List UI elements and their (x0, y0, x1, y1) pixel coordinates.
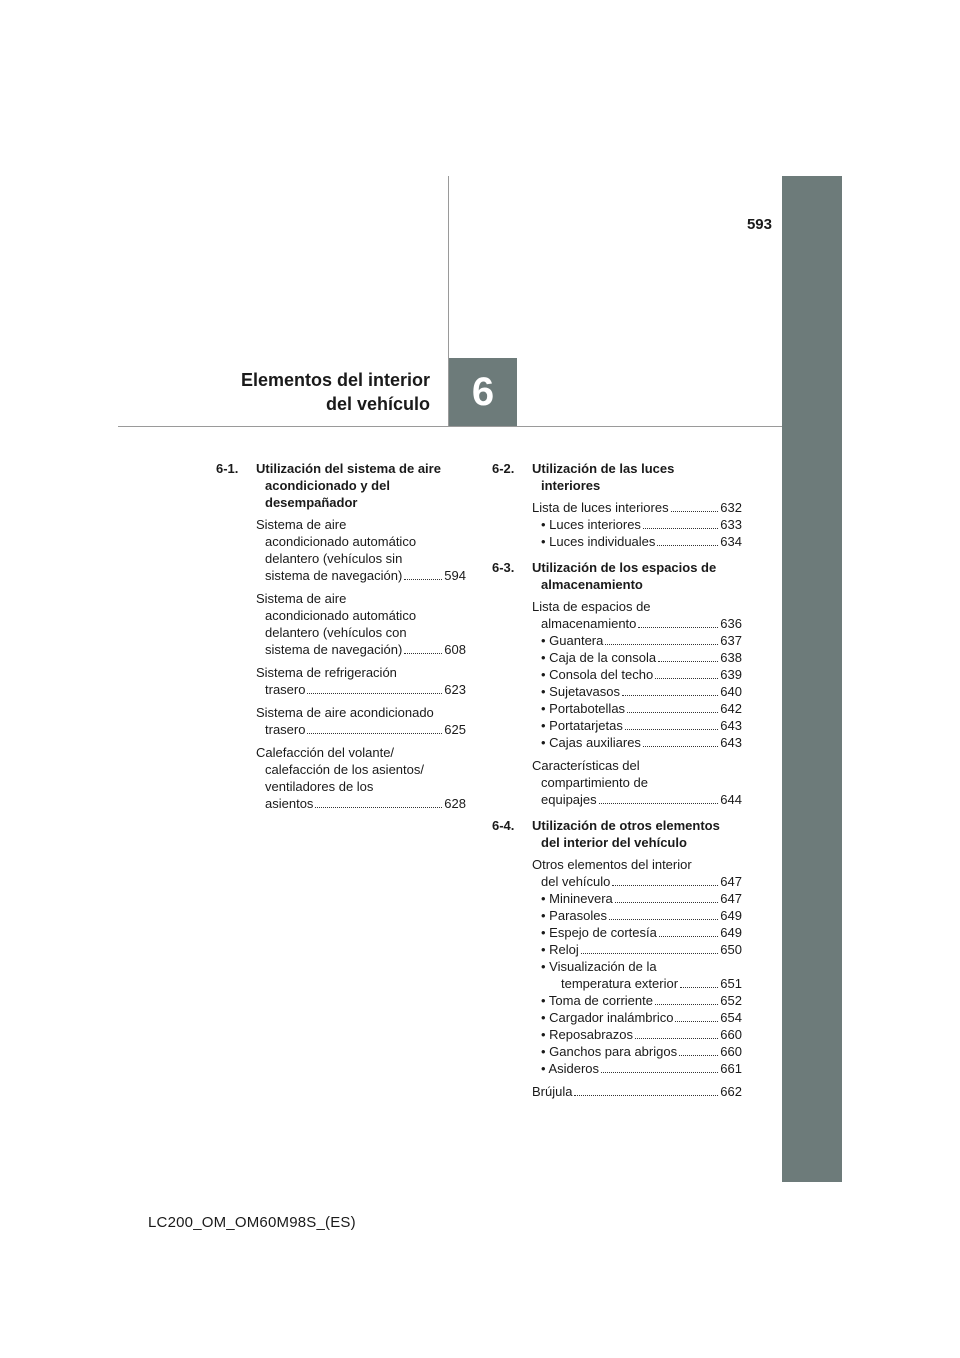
entry-text: • Consola del techo (541, 667, 654, 682)
entry-page: 643 (720, 735, 742, 750)
section-title-line: desempañador (265, 495, 358, 510)
section-title-line: almacenamiento (541, 577, 643, 592)
toc-entry[interactable] (216, 744, 466, 812)
section-title-line: Utilización de otros elementos (532, 818, 720, 833)
toc-subentry[interactable] (532, 907, 742, 924)
entry-text: • Portabotellas (541, 701, 626, 716)
toc-subentry[interactable] (532, 516, 742, 533)
entry-page: 660 (720, 1027, 742, 1042)
entry-text: trasero (265, 682, 306, 697)
entry-text: asientos (265, 796, 314, 811)
toc-subentry[interactable] (532, 924, 742, 941)
entry-text: Lista de luces interiores (532, 500, 669, 515)
toc-section-6-2 (492, 460, 742, 550)
entry-text: compartimiento de (541, 775, 648, 790)
entry-text: calefacción de los asientos/ (265, 762, 424, 777)
section-number: 6-3. (492, 560, 515, 575)
entry-text: Características del (532, 758, 640, 773)
entry-text: Otros elementos del interior (532, 857, 692, 872)
entry-page: 643 (720, 718, 742, 733)
toc-entry[interactable] (492, 1083, 742, 1100)
toc-left-column (216, 460, 466, 821)
entry-text: delantero (vehículos con (265, 625, 407, 640)
entry-text: • Luces individuales (541, 534, 656, 549)
section-title-line: Utilización de las luces (532, 461, 675, 476)
toc-subentry[interactable] (532, 717, 742, 734)
toc-entry[interactable] (216, 516, 466, 584)
toc-entry[interactable] (492, 856, 742, 1077)
entry-page: 649 (720, 925, 742, 940)
entry-page: 608 (444, 642, 466, 657)
entry-text: • Asideros (541, 1061, 600, 1076)
entry-text: trasero (265, 722, 306, 737)
toc-subentry[interactable] (532, 992, 742, 1009)
section-title-line: interiores (541, 478, 601, 493)
toc-entry[interactable] (492, 499, 742, 550)
entry-page: 647 (720, 891, 742, 906)
entry-page: 632 (720, 500, 742, 515)
entry-text: Brújula (532, 1084, 573, 1099)
entry-page: 639 (720, 667, 742, 682)
section-heading[interactable] (492, 460, 742, 494)
section-heading[interactable] (492, 817, 742, 851)
section-heading[interactable] (492, 559, 742, 593)
toc-subentry[interactable] (532, 533, 742, 550)
chapter-number-box (449, 358, 517, 426)
section-title-line: del interior del vehículo (541, 835, 687, 850)
entry-text: temperatura exterior (561, 976, 679, 991)
entry-page: 644 (720, 792, 742, 807)
entry-text: • Guantera (541, 633, 604, 648)
entry-page: 623 (444, 682, 466, 697)
entry-text: Sistema de aire (256, 591, 347, 606)
section-title (532, 460, 742, 494)
entry-text: almacenamiento (541, 616, 637, 631)
entry-text: • Sujetavasos (541, 684, 620, 699)
entry-text: • Espejo de cortesía (541, 925, 657, 940)
entry-page: 649 (720, 908, 742, 923)
entry-text: del vehículo (541, 874, 611, 889)
toc-subentry[interactable] (532, 734, 742, 751)
toc-subentry[interactable] (532, 890, 742, 907)
entry-text: • Toma de corriente (541, 993, 653, 1008)
entry-text: • Ganchos para abrigos (541, 1044, 678, 1059)
chapter-number: 6 (471, 369, 495, 414)
entry-text: • Reloj (541, 942, 579, 957)
section-number: 6-2. (492, 461, 515, 476)
entry-text: • Visualización de la (541, 959, 657, 974)
toc-entry[interactable] (492, 598, 742, 751)
entry-page: 637 (720, 633, 742, 648)
entry-page: 628 (444, 796, 466, 811)
entry-text: sistema de navegación) (265, 642, 403, 657)
entry-page: 594 (444, 568, 466, 583)
entry-text: equipajes (541, 792, 597, 807)
toc-subentry[interactable] (532, 941, 742, 958)
toc-section-6-3 (492, 559, 742, 808)
entry-text: ventiladores de los (265, 779, 374, 794)
toc-entry[interactable] (216, 704, 466, 738)
entry-page: 634 (720, 534, 742, 549)
entry-text: • Reposabrazos (541, 1027, 633, 1042)
toc-right-column (492, 460, 742, 1109)
entry-text: Sistema de refrigeración (256, 665, 397, 680)
toc-section-6-4 (492, 817, 742, 1100)
entry-page: 660 (720, 1044, 742, 1059)
entry-text: • Luces interiores (541, 517, 641, 532)
entry-text: Sistema de aire (256, 517, 347, 532)
entry-page: 650 (720, 942, 742, 957)
entry-text: • Cajas auxiliares (541, 735, 641, 750)
toc-subentry[interactable] (532, 632, 742, 649)
entry-text: acondicionado automático (265, 608, 417, 623)
chapter-title-line-1: Elementos del interior (240, 370, 430, 390)
chapter-title-line-2: del vehículo (325, 394, 430, 414)
entry-text: • Parasoles (541, 908, 607, 923)
horizontal-divider (118, 426, 782, 427)
toc-subentry[interactable] (532, 1060, 742, 1077)
toc-subentry[interactable] (532, 1026, 742, 1043)
toc-entry[interactable] (216, 590, 466, 658)
entry-page: 647 (720, 874, 742, 889)
document-code: LC200_OM_OM60M98S_(ES) (148, 1214, 356, 1231)
entry-page: 633 (720, 517, 742, 532)
entry-text: • Portatarjetas (541, 718, 623, 733)
chapter-title (241, 368, 430, 416)
entry-page: 652 (720, 993, 742, 1008)
section-title (532, 817, 742, 851)
entry-text: Lista de espacios de (532, 599, 651, 614)
entry-page: 661 (720, 1061, 742, 1076)
section-number: 6-4. (492, 818, 515, 833)
toc-entry[interactable] (492, 757, 742, 808)
entry-text: • Caja de la consola (541, 650, 657, 665)
toc-section-6-1 (216, 460, 466, 812)
entry-page: 638 (720, 650, 742, 665)
section-title (256, 460, 466, 511)
entry-text: • Cargador inalámbrico (541, 1010, 674, 1025)
entry-page: 640 (720, 684, 742, 699)
entry-page: 654 (720, 1010, 742, 1025)
section-title (532, 559, 742, 593)
toc-entry[interactable] (216, 664, 466, 698)
entry-text: sistema de navegación) (265, 568, 403, 583)
entry-text: • Mininevera (541, 891, 613, 906)
toc-subentry[interactable] (532, 666, 742, 683)
toc-subentry[interactable] (532, 700, 742, 717)
entry-page: 642 (720, 701, 742, 716)
entry-text: delantero (vehículos sin (265, 551, 403, 566)
entry-page: 636 (720, 616, 742, 631)
toc-subentry[interactable] (532, 1043, 742, 1060)
entry-page: 651 (720, 976, 742, 991)
entry-text: Calefacción del volante/ (256, 745, 395, 760)
section-heading[interactable] (216, 460, 466, 511)
toc-subentry[interactable] (532, 1009, 742, 1026)
section-title-line: acondicionado y del (265, 478, 390, 493)
entry-page: 662 (720, 1084, 742, 1099)
section-number: 6-1. (216, 461, 239, 476)
entry-text: Sistema de aire acondicionado (256, 705, 434, 720)
toc-subentry[interactable] (532, 649, 742, 666)
entry-page: 625 (444, 722, 466, 737)
section-title-line: Utilización del sistema de aire (256, 461, 441, 476)
section-title-line: Utilización de los espacios de (532, 560, 717, 575)
entry-text: acondicionado automático (265, 534, 417, 549)
page-number: 593 (746, 216, 772, 233)
toc-subentry[interactable] (532, 958, 742, 992)
chapter-sidebar-tab (782, 176, 842, 1182)
toc-subentry[interactable] (532, 683, 742, 700)
